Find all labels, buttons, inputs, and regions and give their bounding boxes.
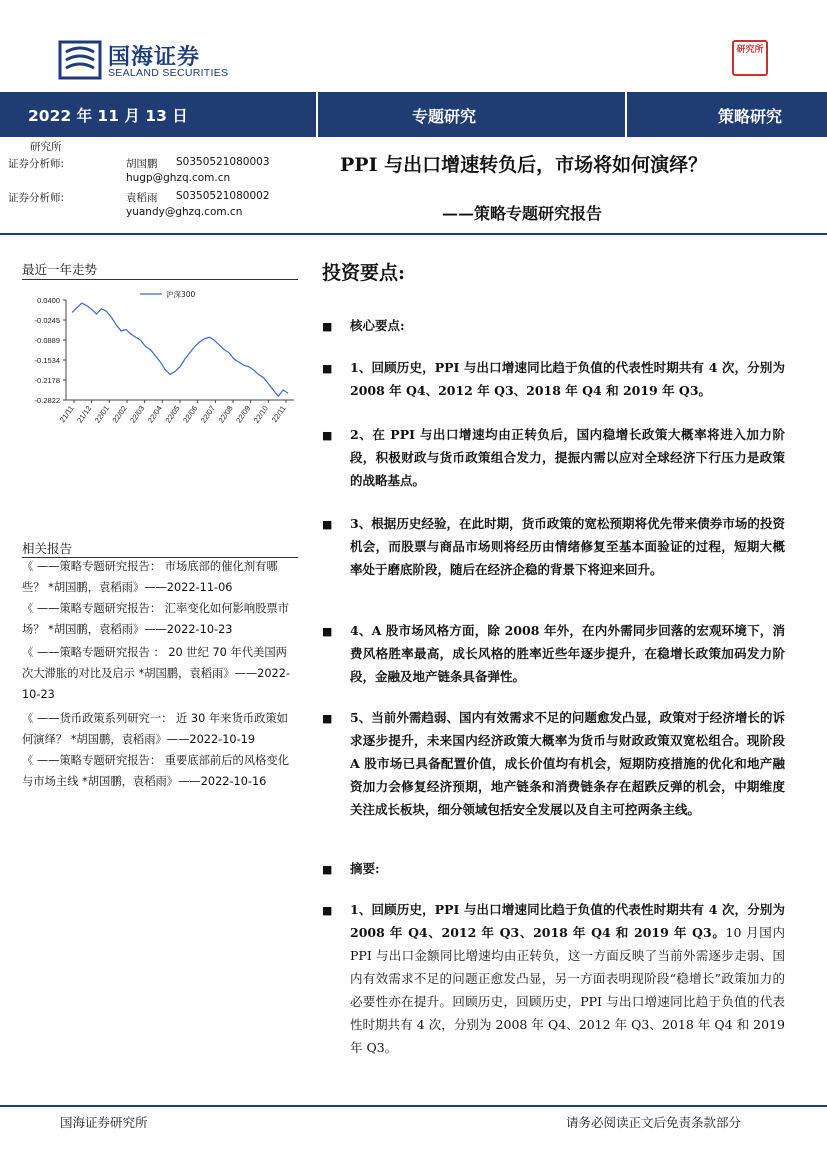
related-report-item[interactable]: 《 ——策略专题研究报告： 市场底部的催化剂有哪些？ *胡国鹏，袁稻雨》——2022-11-06 bbox=[22, 560, 278, 594]
core-points-label: 核心要点: bbox=[350, 318, 405, 333]
x-tick-label: 22/10 bbox=[251, 403, 270, 425]
analyst-email[interactable]: hugp@ghzq.com.cn bbox=[126, 172, 231, 184]
related-report-item[interactable]: 《 ——策略专题研究报告： 重要底部前后的风格变化与市场主线 *胡国鹏，袁稻雨》——2022-10-16 bbox=[22, 754, 290, 788]
bullet-square-icon: ■ bbox=[322, 362, 333, 375]
key-point: 5、当前外需趋弱、国内有效需求不足的问题愈发凸显，政策对于经济增长的诉求逐步提升，未来国内经济政策大概率为货币与财政政策双宽松组合。现阶段 A 股市场已具备配置价值，成长价值均有机会，短期防疫措施的优化和地产融资加力会修复经济预期，地产链条和消费链条存在超跌反弹的机会，中期维度关注成长板块，细分领域包括安全发展以及自主可控两条主线。 bbox=[350, 710, 785, 817]
bullet-square-icon: ■ bbox=[322, 429, 333, 442]
report-date: 2022 年 11 月 13 日 bbox=[28, 107, 188, 125]
bullet-square-icon: ■ bbox=[322, 712, 333, 725]
report-title: PPI 与出口增速转负后，市场将如何演绎？ bbox=[340, 154, 708, 176]
key-point: 3、根据历史经验，在此时期，货币政策的宽松预期将优先带来债券市场的投资机会，而股票与商品市场则将经历由情绪修复至基本面验证的过程，短期大概率处于磨底阶段，随后在经济企稳的背景下将迎来回升。 bbox=[350, 516, 785, 577]
section-rule bbox=[22, 279, 298, 280]
summary-lead: 1、回顾历史，PPI 与出口增速同比趋于负值的代表性时期共有 4 次，分别为 2008 年 Q4、2012 年 Q3、2018 年 Q4 和 2019 年 Q3。 bbox=[350, 902, 785, 940]
related-report-item[interactable]: 《 ——货币政策系列研究一： 近 30 年来货币政策如何演绎？ *胡国鹏，袁稻雨》——2022-10-19 bbox=[22, 712, 288, 746]
bullet-square-icon: ■ bbox=[322, 625, 333, 638]
y-tick-label: -0.2178 bbox=[34, 376, 60, 386]
company-logo bbox=[58, 40, 228, 80]
header-rule bbox=[0, 233, 827, 235]
summary-label: 摘要: bbox=[350, 861, 380, 876]
x-tick-label: 22/01 bbox=[92, 403, 111, 425]
analyst-license: S0350521080002 bbox=[176, 190, 270, 202]
analyst-license: S0350521080003 bbox=[176, 156, 270, 168]
x-tick-label: 22/05 bbox=[163, 403, 182, 425]
summary-body: 10 月国内 PPI 与出口金额同比增速均由正转负，这一方面反映了当前外需逐步走弱、国内有效需求不足的问题正愈发凸显，另一方面表明现阶段“稳增长”政策加力的必要性亦在提升。回顾历史，回顾历史，PPI 与出口增速同比趋于负值的代表性时期共有 4 次，分别为 2008 年 Q4、2012 年 Q3、2018 年 Q4 和 2019 年 Q3。 bbox=[350, 925, 785, 1055]
bullet-square-icon: ■ bbox=[322, 904, 333, 917]
company-name-en: SEALAND SECURITIES bbox=[108, 67, 229, 79]
y-tick-label: -0.0889 bbox=[34, 336, 60, 346]
section-heading: 投资要点: bbox=[322, 262, 406, 284]
key-point: 1、回顾历史，PPI 与出口增速同比趋于负值的代表性时期共有 4 次，分别为 2008 年 Q4、2012 年 Q3、2018 年 Q4 和 2019 年 Q3。 bbox=[350, 360, 785, 398]
analyst-role: 证券分析师: bbox=[8, 158, 65, 170]
footer-disclaimer: 请务必阅读正文后免责条款部分 bbox=[566, 1115, 742, 1130]
bullet-square-icon: ■ bbox=[322, 518, 333, 531]
x-tick-label: 22/04 bbox=[145, 403, 164, 425]
x-tick-label: 22/11 bbox=[269, 403, 288, 425]
x-tick-label: 22/02 bbox=[110, 403, 129, 425]
report-category: 策略研究 bbox=[718, 107, 783, 126]
report-subtitle: ——策略专题研究报告 bbox=[442, 204, 603, 223]
analyst-name: 袁稻雨 bbox=[126, 192, 158, 204]
y-tick-label: -0.2822 bbox=[34, 396, 60, 405]
analyst-email[interactable]: yuandy@ghzq.com.cn bbox=[126, 206, 243, 218]
analyst-name: 胡国鹏 bbox=[126, 158, 158, 170]
related-report-item[interactable]: 《 ——策略专题研究报告： 汇率变化如何影响股票市场？ *胡国鹏，袁稻雨》——2022-10-23 bbox=[22, 602, 290, 636]
x-tick-label: 22/07 bbox=[198, 403, 217, 425]
header-divider bbox=[625, 92, 627, 137]
key-point: 4、A 股市场风格方面，除 2008 年外，在内外需同步回落的宏观环境下，消费风格胜率最高，成长风格的胜率近些年逐步提升，在稳增长政策加码发力阶段，金融及地产链条具备弹性。 bbox=[350, 623, 785, 684]
x-tick-label: 21/11 bbox=[57, 403, 76, 425]
x-tick-label: 21/12 bbox=[75, 403, 94, 425]
x-tick-label: 22/06 bbox=[181, 403, 200, 425]
footer-left: 国海证券研究所 bbox=[60, 1115, 148, 1130]
x-tick-label: 22/03 bbox=[128, 403, 147, 425]
series-line-沪深300 bbox=[72, 303, 288, 396]
y-tick-label: -0.0245 bbox=[34, 316, 60, 326]
footer-rule bbox=[0, 1105, 827, 1107]
x-tick-label: 22/09 bbox=[234, 403, 253, 425]
research-stamp: 研究所 bbox=[732, 40, 768, 76]
legend-label: 沪深300 bbox=[166, 290, 196, 299]
bullet-square-icon: ■ bbox=[322, 320, 333, 333]
trend-chart bbox=[22, 284, 300, 434]
summary-paragraph bbox=[350, 898, 785, 1059]
key-point: 2、在 PPI 与出口增速均由正转负后，国内稳增长政策大概率将进入加力阶段，积极财政与货币政策组合发力，提振内需以应对全球经济下行压力是政策的战略基点。 bbox=[350, 427, 785, 488]
header-divider bbox=[316, 92, 318, 137]
report-type: 专题研究 bbox=[412, 107, 477, 126]
sealand-logo-icon bbox=[58, 40, 102, 80]
related-section-title: 相关报告 bbox=[22, 541, 73, 556]
y-tick-label: -0.1534 bbox=[34, 356, 60, 366]
analyst-role: 证券分析师: bbox=[8, 192, 65, 204]
analysts-section-label: 研究所 bbox=[30, 141, 62, 153]
related-report-item[interactable]: 《 ——策略专题研究报告 ： 20 世纪 70 年代美国两次大滞胀的对比及启示 *胡国鹏，袁稻雨》——2022-10-23 bbox=[22, 646, 291, 701]
bullet-square-icon: ■ bbox=[322, 863, 333, 876]
company-name-cn: 国海证券 bbox=[108, 45, 201, 70]
trend-section-title: 最近一年走势 bbox=[22, 262, 98, 277]
x-tick-label: 22/08 bbox=[216, 403, 235, 425]
y-tick-label: 0.0400 bbox=[37, 296, 60, 305]
